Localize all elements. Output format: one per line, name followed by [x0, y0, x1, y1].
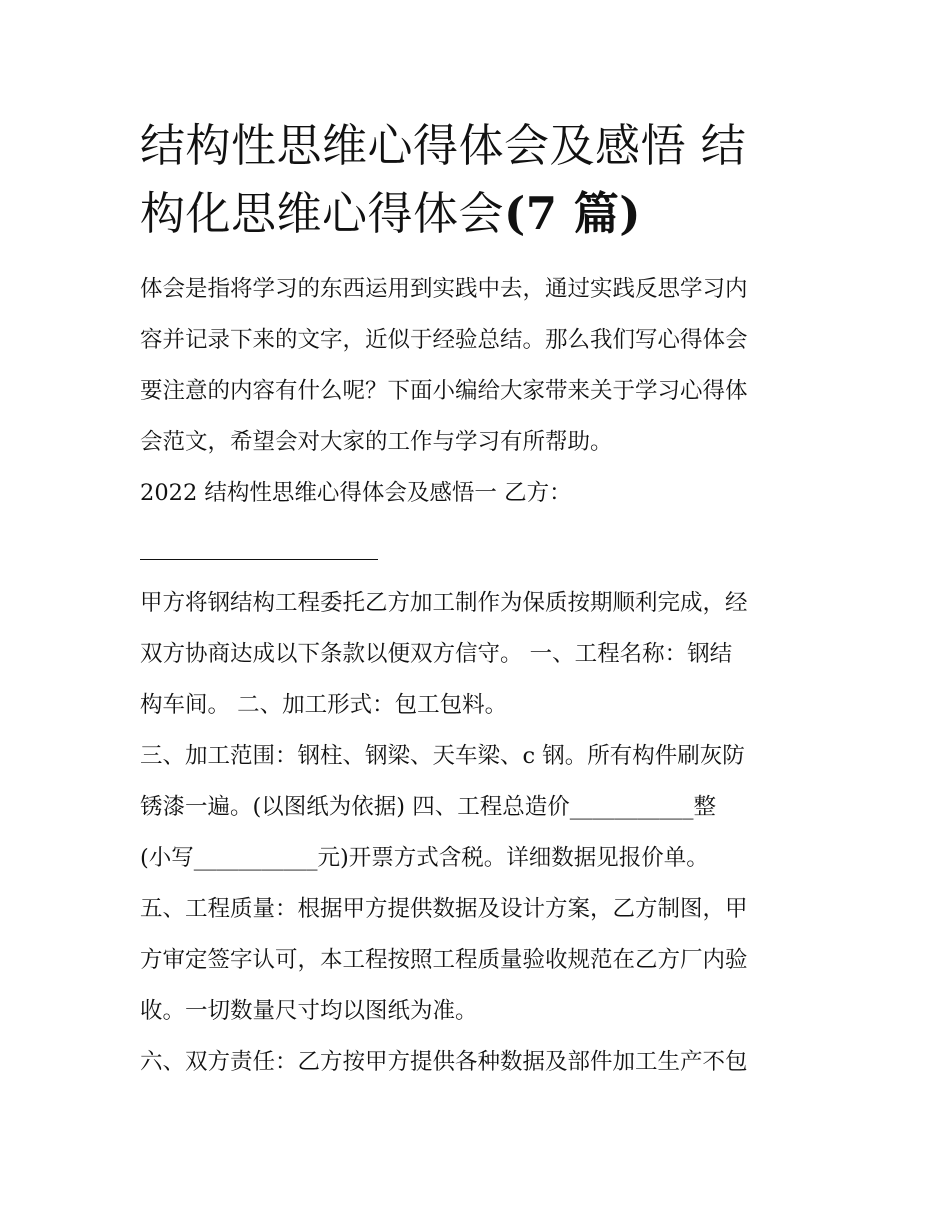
paragraph-line: 方审定签字认可，本工程按照工程质量验收规范在乙方厂内验	[140, 947, 748, 973]
paragraph-line: 双方协商达成以下条款以便双方信守。 一、工程名称：钢结	[140, 641, 733, 667]
paragraph-line: 甲方将钢结构工程委托乙方加工制作为保质按期顺利完成，经	[140, 590, 748, 616]
intro-line: 容并记录下来的文字，近似于经验总结。那么我们写心得体会	[140, 327, 748, 353]
title-line-2: 构化思维心得体会(7 篇)	[140, 187, 642, 240]
paragraph-line: (小写___________元)开票方式含税。详细数据见报价单。	[140, 845, 709, 871]
intro-paragraph	[140, 264, 815, 468]
paragraph-line: 锈漆一遍。(以图纸为依据) 四、工程总造价___________整	[140, 794, 716, 820]
intro-line: 体会是指将学习的东西运用到实践中去，通过实践反思学习内	[140, 276, 748, 302]
contract-paragraph-2	[140, 731, 815, 884]
title-count: (7 篇)	[504, 187, 642, 240]
paragraph-line: 六、双方责任：乙方按甲方提供各种数据及部件加工生产不包	[140, 1049, 748, 1075]
document-title	[140, 112, 805, 248]
contract-paragraph-1	[140, 578, 815, 731]
signature-blank-line	[140, 519, 378, 560]
title-line-1: 结构性思维心得体会及感悟 结	[140, 119, 747, 172]
contract-paragraph-4	[140, 1037, 815, 1088]
contract-paragraph-3	[140, 884, 815, 1037]
document-page	[140, 112, 815, 1088]
paragraph-line: 构车间。 二、加工形式：包工包料。	[140, 692, 508, 718]
intro-line: 会范文，希望会对大家的工作与学习有所帮助。	[140, 429, 613, 455]
paragraph-line: 三、加工范围：钢柱、钢梁、天车梁、c 钢。所有构件刷灰防	[140, 743, 745, 769]
paragraph-line: 五、工程质量：根据甲方提供数据及设计方案，乙方制图，甲	[140, 896, 748, 922]
intro-line: 要注意的内容有什么呢？下面小编给大家带来关于学习心得体	[140, 378, 748, 404]
section-heading: 2022 结构性思维心得体会及感悟一 乙方：	[140, 480, 572, 506]
paragraph-line: 收。一切数量尺寸均以图纸为准。	[140, 998, 478, 1024]
